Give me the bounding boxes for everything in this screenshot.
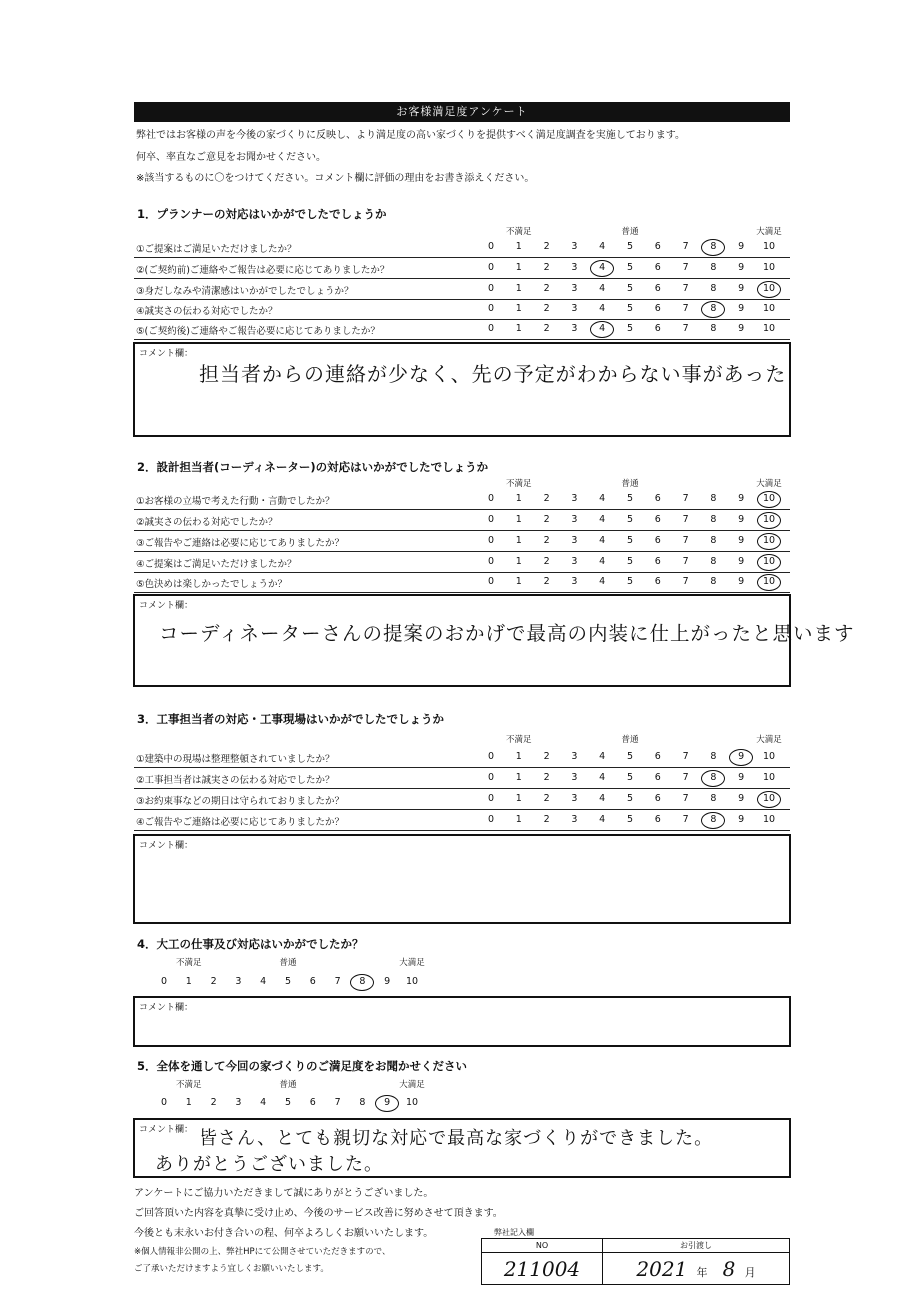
scale-option-3[interactable]: 3 xyxy=(571,514,578,525)
scale-option-8[interactable]: 8 xyxy=(710,751,717,762)
scale-option-3[interactable]: 3 xyxy=(571,814,578,825)
scale-label-high: 大満足 xyxy=(756,735,782,745)
scale-option-1[interactable]: 1 xyxy=(515,283,522,294)
scale-option-4[interactable]: 4 xyxy=(260,976,267,987)
row-divider xyxy=(134,809,790,810)
handwritten-comment: 皆さん、とても親切な対応で最高な家づくりができました。 xyxy=(199,1128,714,1149)
year-label: 年 xyxy=(696,1265,708,1279)
scale-option-5[interactable]: 5 xyxy=(626,514,634,525)
scale-option-0[interactable]: 0 xyxy=(487,493,495,504)
footer-note: ※個人情報非公開の上、弊社HPにて公開させていただきますので、 xyxy=(134,1247,391,1257)
handwritten-comment: コーディネーターさんの提案のおかげで最高の内装に仕上がったと思います xyxy=(159,622,855,645)
scale-option-0[interactable]: 0 xyxy=(160,1097,168,1108)
scale-option-3[interactable]: 3 xyxy=(571,772,578,783)
scale-option-9[interactable]: 9 xyxy=(738,772,745,783)
selected-rating-circle xyxy=(350,974,374,991)
selected-rating-circle xyxy=(757,791,781,808)
scale-label-low: 不満足 xyxy=(176,1080,202,1090)
selected-rating-circle xyxy=(757,512,781,529)
row-divider xyxy=(134,592,790,593)
row-divider xyxy=(134,830,790,831)
scale-option-3[interactable]: 3 xyxy=(571,241,578,252)
scale-option-9[interactable]: 9 xyxy=(738,751,745,762)
scale-option-5[interactable]: 5 xyxy=(626,535,634,546)
intro-line-3: ※該当するものに〇をつけてください。コメント欄に評価の理由をお書き添えください。 xyxy=(136,173,535,184)
scale-option-0[interactable]: 0 xyxy=(487,814,495,825)
scale-option-5[interactable]: 5 xyxy=(284,1097,292,1108)
row-divider xyxy=(134,788,790,789)
scale-option-7[interactable]: 7 xyxy=(682,323,689,334)
section-2-title: 2．設計担当者(コーディネーター)の対応はいかがでしたでしょうか xyxy=(137,460,489,474)
row-divider xyxy=(134,767,790,768)
scale-option-3[interactable]: 3 xyxy=(571,283,578,294)
row-divider xyxy=(134,530,790,531)
scale-label-mid: 普通 xyxy=(621,479,639,489)
scale-option-0[interactable]: 0 xyxy=(487,303,495,314)
scale-option-9[interactable]: 9 xyxy=(384,1097,391,1108)
scale-label-low: 不満足 xyxy=(506,735,532,745)
scale-option-7[interactable]: 7 xyxy=(682,751,689,762)
scale-option-6[interactable]: 6 xyxy=(654,772,661,783)
scale-option-10[interactable]: 10 xyxy=(762,576,776,587)
scale-option-5[interactable]: 5 xyxy=(626,576,634,587)
question-label: ②(ご契約前)ご連絡やご報告は必要に応じてありましたか？ xyxy=(136,265,390,276)
question-label: ①建築中の現場は整理整頓されていましたか？ xyxy=(136,754,335,765)
scale-option-3[interactable]: 3 xyxy=(571,556,578,567)
handover-header: お引渡し xyxy=(603,1239,790,1253)
scale-label-mid: 普通 xyxy=(279,1080,297,1090)
scale-option-3[interactable]: 3 xyxy=(571,535,578,546)
scale-option-4[interactable]: 4 xyxy=(599,535,606,546)
scale-option-4[interactable]: 4 xyxy=(599,262,606,273)
scale-option-10[interactable]: 10 xyxy=(762,514,776,525)
scale-option-1[interactable]: 1 xyxy=(515,576,522,587)
scale-option-6[interactable]: 6 xyxy=(654,576,661,587)
scale-option-1[interactable]: 1 xyxy=(515,303,522,314)
scale-option-8[interactable]: 8 xyxy=(359,1097,366,1108)
question-label: ④ご報告やご連絡は必要に応じてありましたか？ xyxy=(136,817,345,828)
scale-option-2[interactable]: 2 xyxy=(543,772,550,783)
scale-option-8[interactable]: 8 xyxy=(710,772,717,783)
question-label: ③ご報告やご連絡は必要に応じてありましたか？ xyxy=(136,538,345,549)
scale-label-high: 大満足 xyxy=(756,227,782,237)
scale-option-7[interactable]: 7 xyxy=(682,283,689,294)
scale-option-6[interactable]: 6 xyxy=(654,793,661,804)
scale-option-1[interactable]: 1 xyxy=(515,814,522,825)
scale-option-7[interactable]: 7 xyxy=(682,772,689,783)
no-cell xyxy=(482,1253,603,1285)
scale-option-0[interactable]: 0 xyxy=(487,772,495,783)
scale-option-2[interactable]: 2 xyxy=(543,241,550,252)
scale-option-9[interactable]: 9 xyxy=(738,576,745,587)
scale-option-4[interactable]: 4 xyxy=(599,772,606,783)
scale-option-10[interactable]: 10 xyxy=(762,556,776,567)
scale-option-2[interactable]: 2 xyxy=(543,303,550,314)
scale-option-8[interactable]: 8 xyxy=(710,303,717,314)
intro-line-2: 何卒、率直なご意見をお聞かせください。 xyxy=(136,152,326,163)
scale-option-9[interactable]: 9 xyxy=(738,241,745,252)
row-divider xyxy=(134,257,790,258)
scale-option-7[interactable]: 7 xyxy=(682,576,689,587)
scale-option-3[interactable]: 3 xyxy=(571,303,578,314)
scale-option-4[interactable]: 4 xyxy=(599,241,606,252)
selected-rating-circle xyxy=(701,770,725,787)
no-header: NO xyxy=(482,1239,603,1253)
scale-option-7[interactable]: 7 xyxy=(682,262,689,273)
scale-option-1[interactable]: 1 xyxy=(515,535,522,546)
row-divider xyxy=(134,551,790,552)
footer-note: ご了承いただけますよう宜しくお願いいたします。 xyxy=(134,1264,329,1274)
month-label: 月 xyxy=(744,1265,756,1279)
scale-option-7[interactable]: 7 xyxy=(682,241,689,252)
scale-option-8[interactable]: 8 xyxy=(710,323,717,334)
scale-option-5[interactable]: 5 xyxy=(626,323,634,334)
scale-label-mid: 普通 xyxy=(621,227,639,237)
scale-option-3[interactable]: 3 xyxy=(571,323,578,334)
scale-option-1[interactable]: 1 xyxy=(515,772,522,783)
scale-option-5[interactable]: 5 xyxy=(626,241,634,252)
scale-option-6[interactable]: 6 xyxy=(654,283,661,294)
scale-option-4[interactable]: 4 xyxy=(599,323,606,334)
scale-option-6[interactable]: 6 xyxy=(654,303,661,314)
section-4-title: 4．大工の仕事及び対応はいかがでしたか？ xyxy=(137,937,364,951)
scale-option-6[interactable]: 6 xyxy=(654,556,661,567)
scale-option-10[interactable]: 10 xyxy=(762,493,776,504)
scale-option-9[interactable]: 9 xyxy=(738,814,745,825)
scale-option-8[interactable]: 8 xyxy=(710,262,717,273)
survey-title: お客様満足度アンケート xyxy=(134,102,790,122)
scale-option-0[interactable]: 0 xyxy=(160,976,168,987)
question-label: ③お約束事などの期日は守られておりましたか？ xyxy=(136,796,345,807)
scale-option-6[interactable]: 6 xyxy=(654,535,661,546)
selected-rating-circle xyxy=(590,321,614,338)
scale-option-10[interactable]: 10 xyxy=(762,262,776,273)
scale-option-6[interactable]: 6 xyxy=(654,751,661,762)
scale-option-6[interactable]: 6 xyxy=(654,493,661,504)
scale-option-10[interactable]: 10 xyxy=(762,241,776,252)
scale-option-3[interactable]: 3 xyxy=(571,751,578,762)
scale-option-3[interactable]: 3 xyxy=(571,262,578,273)
scale-option-5[interactable]: 5 xyxy=(284,976,292,987)
scale-option-5[interactable]: 5 xyxy=(626,493,634,504)
handover-cell xyxy=(603,1253,790,1285)
scale-option-6[interactable]: 6 xyxy=(654,514,661,525)
office-use-label: 弊社記入欄 xyxy=(494,1228,534,1237)
scale-option-1[interactable]: 1 xyxy=(515,751,522,762)
scale-option-7[interactable]: 7 xyxy=(682,556,689,567)
selected-rating-circle xyxy=(701,239,725,256)
scale-option-1[interactable]: 1 xyxy=(185,1097,192,1108)
scale-option-10[interactable]: 10 xyxy=(762,793,776,804)
section-5-title: 5．全体を通して今回の家づくりのご満足度をお聞かせください xyxy=(137,1059,467,1073)
row-divider xyxy=(134,339,790,340)
scale-option-3[interactable]: 3 xyxy=(571,493,578,504)
comment-label: コメント欄： xyxy=(139,841,194,851)
scale-option-0[interactable]: 0 xyxy=(487,793,495,804)
scale-option-0[interactable]: 0 xyxy=(487,556,495,567)
question-label: ④誠実さの伝わる対応でしたか？ xyxy=(136,306,278,317)
scale-option-8[interactable]: 8 xyxy=(710,814,717,825)
selected-rating-circle xyxy=(757,281,781,298)
question-label: ①お客様の立場で考えた行動・言動でしたか？ xyxy=(136,496,335,507)
scale-label-mid: 普通 xyxy=(621,735,639,745)
scale-option-5[interactable]: 5 xyxy=(626,793,634,804)
comment-box-1[interactable] xyxy=(133,342,791,437)
scale-option-6[interactable]: 6 xyxy=(654,262,661,273)
question-label: ②誠実さの伝わる対応でしたか？ xyxy=(136,517,278,528)
scale-option-7[interactable]: 7 xyxy=(682,514,689,525)
footer-line: 今後とも末永いお付き合いの程、何卒よろしくお願いいたします。 xyxy=(134,1228,434,1239)
scale-option-4[interactable]: 4 xyxy=(599,283,606,294)
scale-option-9[interactable]: 9 xyxy=(738,793,745,804)
scale-option-3[interactable]: 3 xyxy=(571,576,578,587)
scale-option-6[interactable]: 6 xyxy=(654,323,661,334)
comment-label: コメント欄： xyxy=(139,601,194,611)
scale-option-2[interactable]: 2 xyxy=(543,556,550,567)
scale-option-7[interactable]: 7 xyxy=(682,793,689,804)
scale-option-10[interactable]: 10 xyxy=(762,772,776,783)
scale-option-3[interactable]: 3 xyxy=(235,1097,242,1108)
scale-option-9[interactable]: 9 xyxy=(738,262,745,273)
scale-option-4[interactable]: 4 xyxy=(599,514,606,525)
comment-label: コメント欄： xyxy=(139,1125,194,1135)
scale-option-7[interactable]: 7 xyxy=(682,535,689,546)
selected-rating-circle xyxy=(757,574,781,591)
scale-option-2[interactable]: 2 xyxy=(543,262,550,273)
scale-option-4[interactable]: 4 xyxy=(599,303,606,314)
scale-option-2[interactable]: 2 xyxy=(543,751,550,762)
scale-label-low: 不満足 xyxy=(506,227,532,237)
no-value: 211004 xyxy=(503,1256,581,1281)
scale-label-high: 大満足 xyxy=(756,479,782,489)
scale-option-4[interactable]: 4 xyxy=(599,814,606,825)
scale-option-10[interactable]: 10 xyxy=(762,303,776,314)
scale-option-2[interactable]: 2 xyxy=(543,793,550,804)
scale-option-0[interactable]: 0 xyxy=(487,241,495,252)
selected-rating-circle xyxy=(590,260,614,277)
scale-option-6[interactable]: 6 xyxy=(654,241,661,252)
footer-line: アンケートにご協力いただきまして誠にありがとうございました。 xyxy=(134,1188,434,1199)
scale-option-4[interactable]: 4 xyxy=(599,793,606,804)
scale-option-2[interactable]: 2 xyxy=(543,814,550,825)
scale-option-10[interactable]: 10 xyxy=(762,814,776,825)
scale-label-low: 不満足 xyxy=(176,958,202,968)
selected-rating-circle xyxy=(757,491,781,508)
footer-line: ご回答頂いた内容を真摯に受け止め、今後のサービス改善に努めさせて頂きます。 xyxy=(134,1208,503,1219)
selected-rating-circle xyxy=(375,1095,399,1112)
scale-option-6[interactable]: 6 xyxy=(309,1097,316,1108)
scale-option-2[interactable]: 2 xyxy=(210,1097,217,1108)
month-value: 8 xyxy=(722,1256,736,1281)
scale-option-3[interactable]: 3 xyxy=(235,976,242,987)
scale-option-0[interactable]: 0 xyxy=(487,283,495,294)
scale-label-high: 大満足 xyxy=(399,1080,425,1090)
scale-option-9[interactable]: 9 xyxy=(738,493,745,504)
question-label: ⑤色決めは楽しかったでしょうか？ xyxy=(136,579,288,590)
scale-option-8[interactable]: 8 xyxy=(710,535,717,546)
selected-rating-circle xyxy=(757,554,781,571)
scale-option-2[interactable]: 2 xyxy=(543,283,550,294)
row-divider xyxy=(134,319,790,320)
scale-option-9[interactable]: 9 xyxy=(738,303,745,314)
comment-box-2[interactable] xyxy=(133,594,855,687)
selected-rating-circle xyxy=(701,812,725,829)
scale-label-low: 不満足 xyxy=(506,479,532,489)
scale-option-10[interactable]: 10 xyxy=(762,535,776,546)
handwritten-comment: ありがとうございました。 xyxy=(155,1154,383,1175)
office-use-table xyxy=(481,1238,790,1285)
scale-option-9[interactable]: 9 xyxy=(384,976,391,987)
scale-option-2[interactable]: 2 xyxy=(543,493,550,504)
row-divider xyxy=(134,509,790,510)
scale-option-2[interactable]: 2 xyxy=(543,514,550,525)
scale-option-8[interactable]: 8 xyxy=(710,241,717,252)
section-3-title: 3．工事担当者の対応・工事現場はいかがでしたでしょうか xyxy=(137,712,444,726)
scale-option-9[interactable]: 9 xyxy=(738,514,745,525)
scale-option-8[interactable]: 8 xyxy=(710,793,717,804)
scale-option-8[interactable]: 8 xyxy=(710,556,717,567)
scale-option-0[interactable]: 0 xyxy=(487,535,495,546)
scale-option-10[interactable]: 10 xyxy=(762,323,776,334)
scale-option-5[interactable]: 5 xyxy=(626,283,634,294)
scale-option-4[interactable]: 4 xyxy=(599,493,606,504)
scale-option-1[interactable]: 1 xyxy=(515,556,522,567)
row-divider xyxy=(134,299,790,300)
scale-option-0[interactable]: 0 xyxy=(487,323,495,334)
scale-option-9[interactable]: 9 xyxy=(738,535,745,546)
scale-option-10[interactable]: 10 xyxy=(762,283,776,294)
scale-option-1[interactable]: 1 xyxy=(515,262,522,273)
scale-option-8[interactable]: 8 xyxy=(710,514,717,525)
scale-option-5[interactable]: 5 xyxy=(626,303,634,314)
scale-option-4[interactable]: 4 xyxy=(599,556,606,567)
scale-option-8[interactable]: 8 xyxy=(359,976,366,987)
question-label: ⑤(ご契約後)ご連絡やご報告必要に応じてありましたか？ xyxy=(136,326,380,337)
scale-option-5[interactable]: 5 xyxy=(626,772,634,783)
scale-option-8[interactable]: 8 xyxy=(710,576,717,587)
selected-rating-circle xyxy=(701,301,725,318)
scale-option-1[interactable]: 1 xyxy=(515,793,522,804)
selected-rating-circle xyxy=(757,533,781,550)
scale-option-7[interactable]: 7 xyxy=(334,1097,341,1108)
question-label: ③身だしなみや清潔感はいかがでしたでしょうか？ xyxy=(136,286,354,297)
scale-option-5[interactable]: 5 xyxy=(626,751,634,762)
scale-option-3[interactable]: 3 xyxy=(571,793,578,804)
year-value: 2021 xyxy=(636,1256,688,1281)
scale-option-6[interactable]: 6 xyxy=(309,976,316,987)
section-1-title: 1．プランナーの対応はいかがでしたでしょうか xyxy=(137,207,387,221)
scale-option-1[interactable]: 1 xyxy=(515,323,522,334)
scale-option-8[interactable]: 8 xyxy=(710,493,717,504)
scale-option-4[interactable]: 4 xyxy=(599,576,606,587)
row-divider xyxy=(134,572,790,573)
scale-option-4[interactable]: 4 xyxy=(260,1097,267,1108)
scale-label-high: 大満足 xyxy=(399,958,425,968)
scale-option-10[interactable]: 10 xyxy=(405,1097,419,1108)
scale-option-7[interactable]: 7 xyxy=(682,493,689,504)
scale-option-10[interactable]: 10 xyxy=(762,751,776,762)
scale-option-5[interactable]: 5 xyxy=(626,814,634,825)
scale-option-4[interactable]: 4 xyxy=(599,751,606,762)
scale-option-7[interactable]: 7 xyxy=(334,976,341,987)
scale-option-1[interactable]: 1 xyxy=(515,493,522,504)
scale-option-0[interactable]: 0 xyxy=(487,751,495,762)
comment-label: コメント欄： xyxy=(139,1003,194,1013)
scale-option-0[interactable]: 0 xyxy=(487,514,495,525)
scale-option-9[interactable]: 9 xyxy=(738,556,745,567)
scale-option-5[interactable]: 5 xyxy=(626,556,634,567)
scale-option-1[interactable]: 1 xyxy=(185,976,192,987)
scale-option-9[interactable]: 9 xyxy=(738,283,745,294)
scale-option-2[interactable]: 2 xyxy=(543,576,550,587)
question-label: ④ご提案はご満足いただけましたか？ xyxy=(136,559,297,570)
scale-option-9[interactable]: 9 xyxy=(738,323,745,334)
question-label: ①ご提案はご満足いただけましたか？ xyxy=(136,244,297,255)
row-divider xyxy=(134,278,790,279)
scale-option-2[interactable]: 2 xyxy=(210,976,217,987)
comment-label: コメント欄： xyxy=(139,349,194,359)
scale-option-6[interactable]: 6 xyxy=(654,814,661,825)
scale-option-0[interactable]: 0 xyxy=(487,576,495,587)
scale-option-7[interactable]: 7 xyxy=(682,814,689,825)
selected-rating-circle xyxy=(729,749,753,766)
scale-option-8[interactable]: 8 xyxy=(710,283,717,294)
scale-option-2[interactable]: 2 xyxy=(543,535,550,546)
intro-line-1: 弊社ではお客様の声を今後の家づくりに反映し、より満足度の高い家づくりを提供すべく満足度調査を実施しております。 xyxy=(136,130,685,141)
question-label: ②工事担当者は誠実さの伝わる対応でしたか？ xyxy=(136,775,335,786)
scale-option-10[interactable]: 10 xyxy=(405,976,419,987)
scale-option-1[interactable]: 1 xyxy=(515,241,522,252)
scale-option-7[interactable]: 7 xyxy=(682,303,689,314)
scale-option-0[interactable]: 0 xyxy=(487,262,495,273)
comment-box-4[interactable] xyxy=(133,996,791,1047)
comment-box-5[interactable] xyxy=(133,1118,791,1178)
scale-option-2[interactable]: 2 xyxy=(543,323,550,334)
scale-label-mid: 普通 xyxy=(279,958,297,968)
handwritten-comment: 担当者からの連絡が少なく、先の予定がわからない事があった xyxy=(199,362,787,386)
comment-box-3[interactable] xyxy=(133,834,791,924)
scale-option-5[interactable]: 5 xyxy=(626,262,634,273)
scale-option-1[interactable]: 1 xyxy=(515,514,522,525)
